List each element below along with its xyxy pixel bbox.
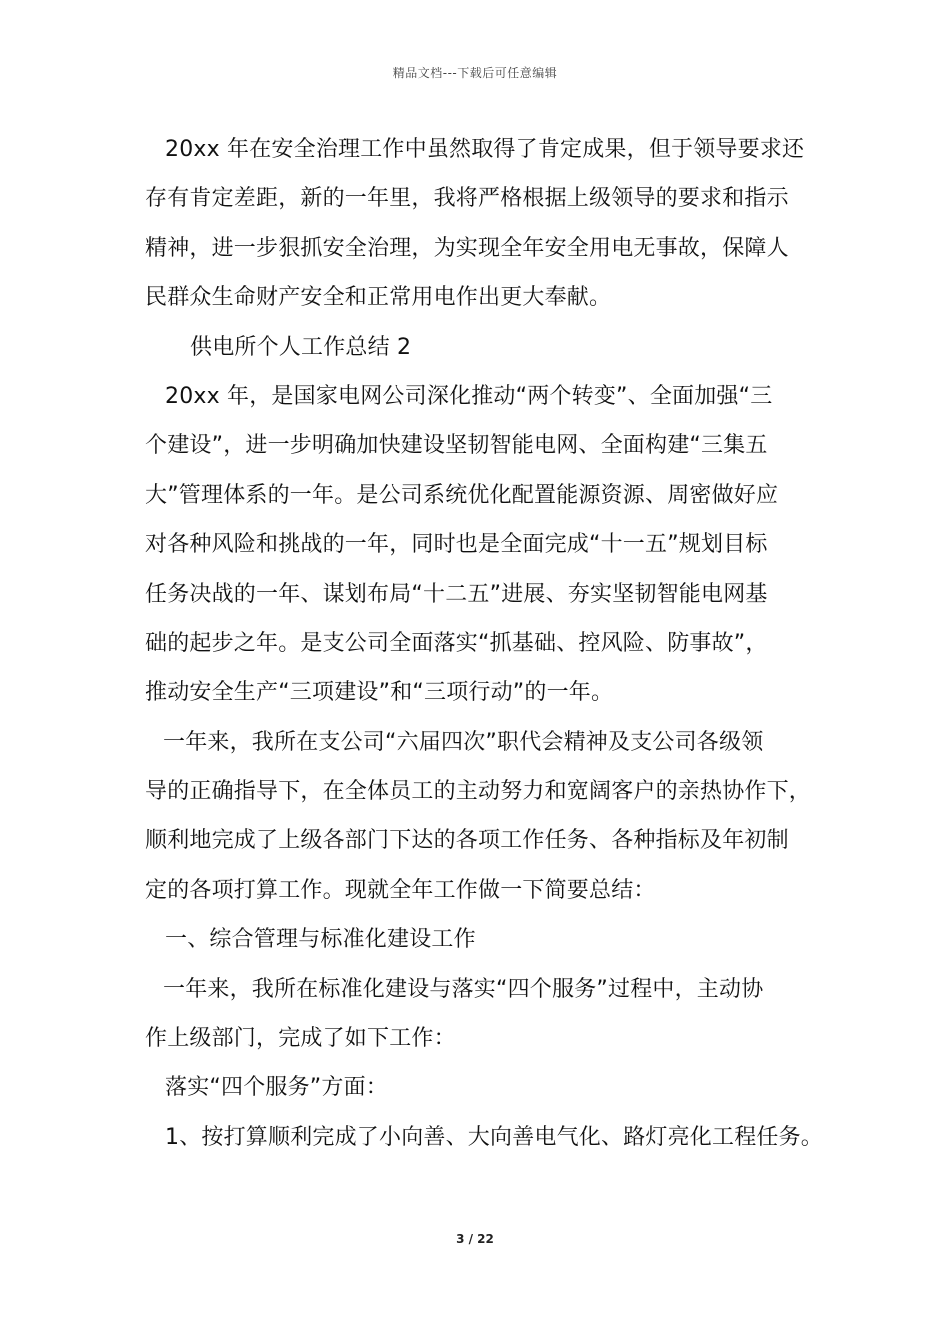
section-title: 供电所个人工作总结 2 (190, 334, 412, 360)
document-body (145, 130, 825, 1167)
paragraph-line: 任务决战的一年、谋划布局“十二五”进展、夯实坚韧智能电网基 (145, 581, 768, 607)
paragraph-line: 顺利地完成了上级各部门下达的各项工作任务、各种指标及年初制 (145, 828, 789, 854)
paragraph-line: 20xx 年在安全治理工作中虽然取得了肯定成果，但于领导要求还 (165, 137, 805, 162)
paragraph-line: 大”管理体系的一年。是公司系统优化配置能源资源、周密做好应 (145, 482, 779, 508)
paragraph-line: 导的正确指导下，在全体员工的主动努力和宽阔客户的亲热协作下， (145, 779, 812, 805)
paragraph-line: 个建设”，进一步明确加快建设坚韧智能电网、全面构建“三集五 (145, 433, 768, 459)
page-header: 精品文档---下载后可任意编辑 (392, 66, 558, 80)
paragraph-line: 一年来，我所在支公司“六届四次”职代会精神及支公司各级领 (163, 729, 764, 755)
section-heading: 一、综合管理与标准化建设工作 (165, 927, 476, 953)
paragraph-line: 础的起步之年。是支公司全面落实“抓基础、控风险、防事故”， (145, 630, 768, 656)
paragraph-line: 作上级部门，完成了如下工作： (145, 1026, 456, 1052)
paragraph-line: 民群众生命财产安全和正常用电作出更大奉献。 (145, 285, 612, 311)
paragraph-line: 一年来，我所在标准化建设与落实“四个服务”过程中，主动协 (163, 976, 764, 1002)
paragraph-line: 落实“四个服务”方面： (165, 1075, 388, 1101)
paragraph-line: 对各种风险和挑战的一年，同时也是全面完成“十一五”规划目标 (145, 532, 768, 558)
paragraph-line: 定的各项打算工作。现就全年工作做一下简要总结： (145, 877, 656, 903)
list-item: 1、按打算顺利完成了小向善、大向善电气化、路灯亮化工程任务。 (165, 1124, 823, 1150)
paragraph-line: 推动安全生产“三项建设”和“三项行动”的一年。 (145, 680, 614, 706)
paragraph-line: 20xx 年，是国家电网公司深化推动“两个转变”、全面加强“三 (165, 383, 773, 409)
paragraph-line: 精神，进一步狠抓安全治理，为实现全年安全用电无事故，保障人 (145, 235, 789, 261)
paragraph-line: 存有肯定差距，新的一年里，我将严格根据上级领导的要求和指示 (145, 186, 789, 212)
page-number: 3 / 22 (456, 1232, 494, 1246)
